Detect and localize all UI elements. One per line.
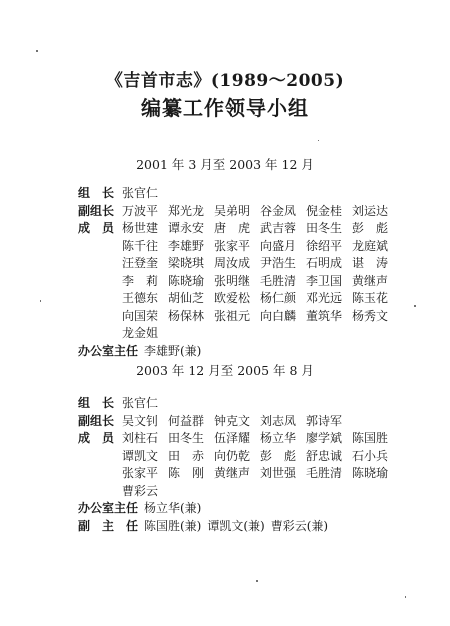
role-row-members <box>78 220 418 343</box>
group-title: 编纂工作领导小组 <box>141 96 309 120</box>
member-name: 陈 刚 <box>168 466 205 480</box>
member-name: 田冬生 <box>168 431 205 445</box>
role-label: 副 主 任 <box>78 518 139 533</box>
role-row-office-director <box>78 500 418 518</box>
member-name: 杨仁颜 <box>260 291 297 305</box>
section1-period: 2001 年 3 月至 2003 年 12 月 <box>136 157 314 172</box>
section2-roster <box>78 395 418 535</box>
member-name: 向国荣 <box>122 308 159 323</box>
member-name: 郭诗军 <box>306 413 343 428</box>
scan-speck <box>318 140 319 141</box>
member-name: 王德东 <box>122 291 159 305</box>
member-name: 汪登奎 <box>122 256 159 270</box>
role-label: 组 长 <box>78 186 115 200</box>
member-name: 李雄野 <box>168 238 205 253</box>
names-grid <box>122 220 398 343</box>
member-name: 刘运达 <box>352 203 389 218</box>
scan-speck <box>414 305 416 307</box>
member-name: 吴弟明 <box>214 203 251 218</box>
member-name: 张家平 <box>214 238 251 253</box>
member-name: 陈玉花 <box>352 291 389 305</box>
member-name: 邓光远 <box>306 291 343 305</box>
member-name: 伍泽耀 <box>214 431 251 445</box>
role-label: 办公室主任 <box>78 501 139 515</box>
member-name: 陈晓瑜 <box>352 466 389 480</box>
member-name: 张家平 <box>122 466 159 480</box>
member-name: 李 莉 <box>122 273 159 288</box>
member-name: 唐 虎 <box>214 221 251 235</box>
member-name: 欧爱松 <box>214 291 251 305</box>
member-name: 石小兵 <box>352 448 389 463</box>
role-row-members <box>78 430 418 500</box>
member-name: 毛胜清 <box>306 466 343 480</box>
member-name: 彭 彪 <box>352 221 389 235</box>
member-name: 李卫国 <box>306 273 343 288</box>
names-grid <box>122 203 398 221</box>
member-name: 刘世强 <box>260 466 297 480</box>
section1-roster <box>78 185 418 360</box>
member-name: 张祖元 <box>214 308 251 323</box>
role-row-deputy-director <box>78 518 418 536</box>
scan-speck <box>40 300 41 302</box>
role-label: 副组长 <box>78 413 115 428</box>
member-name: 向仍乾 <box>214 448 251 463</box>
member-name: 石明成 <box>306 256 343 270</box>
member-name: 杨世建 <box>122 221 159 235</box>
member-name: 彭 彪 <box>260 448 297 463</box>
member-name: 何益群 <box>168 413 205 428</box>
role-label: 成 员 <box>78 221 115 235</box>
member-name: 谭永安 <box>168 221 205 235</box>
role-row-office-director <box>78 343 418 361</box>
member-name: 刘志凤 <box>260 413 297 428</box>
member-name: 刘柱石 <box>122 431 159 445</box>
member-name: 谭凯文(兼) <box>207 518 265 533</box>
member-name: 向盛月 <box>260 238 297 253</box>
member-name: 董筑华 <box>306 308 343 323</box>
member-name: 梁晓琪 <box>168 256 205 270</box>
member-name: 黄继声 <box>352 273 389 288</box>
member-name: 曹彩云 <box>122 483 159 498</box>
member-name: 龙庭斌 <box>352 238 389 253</box>
member-name: 郑光龙 <box>168 203 205 218</box>
member-name: 陈国胜 <box>352 431 389 445</box>
member-name: 周汝成 <box>214 256 251 270</box>
member-name: 陈千往 <box>122 238 159 253</box>
scan-speck <box>405 596 406 598</box>
member-name: 张官仁 <box>122 186 159 200</box>
role-row-deputy-leader <box>78 203 418 221</box>
role-label: 副组长 <box>78 203 115 218</box>
role-label: 成 员 <box>78 431 115 445</box>
member-name: 杨秀文 <box>352 308 389 323</box>
member-name: 杨立华 <box>260 431 297 445</box>
member-name: 谭凯文 <box>122 448 159 463</box>
member-name: 龙金姐 <box>122 326 159 340</box>
member-name: 杨保林 <box>168 308 205 323</box>
member-name: 谷金凤 <box>260 203 297 218</box>
member-name: 吴文钊 <box>122 413 159 428</box>
member-name: 李雄野(兼) <box>144 343 202 358</box>
role-row-leader <box>78 185 418 203</box>
scan-speck <box>256 580 258 582</box>
member-name: 尹浩生 <box>260 256 297 270</box>
section2-period: 2003 年 12 月至 2005 年 8 月 <box>136 363 314 378</box>
member-name: 胡仙芝 <box>168 291 205 305</box>
member-name: 陈国胜(兼) <box>144 518 202 533</box>
member-name: 杨立华(兼) <box>144 501 202 515</box>
member-name: 谌 涛 <box>352 256 389 270</box>
member-name: 倪金桂 <box>306 203 343 218</box>
member-name: 向白麟 <box>260 308 297 323</box>
role-label: 组 长 <box>78 396 115 410</box>
member-name: 徐绍平 <box>306 238 343 253</box>
member-name: 张明继 <box>214 273 251 288</box>
member-name: 万波平 <box>122 203 159 218</box>
book-title: 《吉首市志》(1989～2005) <box>105 71 345 91</box>
scan-speck <box>36 50 38 52</box>
member-name: 陈晓瑜 <box>168 273 205 288</box>
names-grid <box>122 430 398 500</box>
member-name: 田 赤 <box>168 448 205 463</box>
member-name: 曹彩云(兼) <box>270 518 329 533</box>
role-row-leader <box>78 395 418 413</box>
member-name: 张官仁 <box>122 396 159 410</box>
member-name: 廖学斌 <box>306 431 343 445</box>
role-label: 办公室主任 <box>78 343 139 358</box>
member-name: 武吉蓉 <box>260 221 297 235</box>
member-name: 黄继声 <box>214 466 251 480</box>
role-row-deputy-leader <box>78 413 418 431</box>
member-name: 毛胜清 <box>260 273 297 288</box>
member-name: 钟克文 <box>214 413 251 428</box>
member-name: 舒忠诚 <box>306 448 343 463</box>
names-grid <box>122 413 398 431</box>
member-name: 田冬生 <box>306 221 343 235</box>
